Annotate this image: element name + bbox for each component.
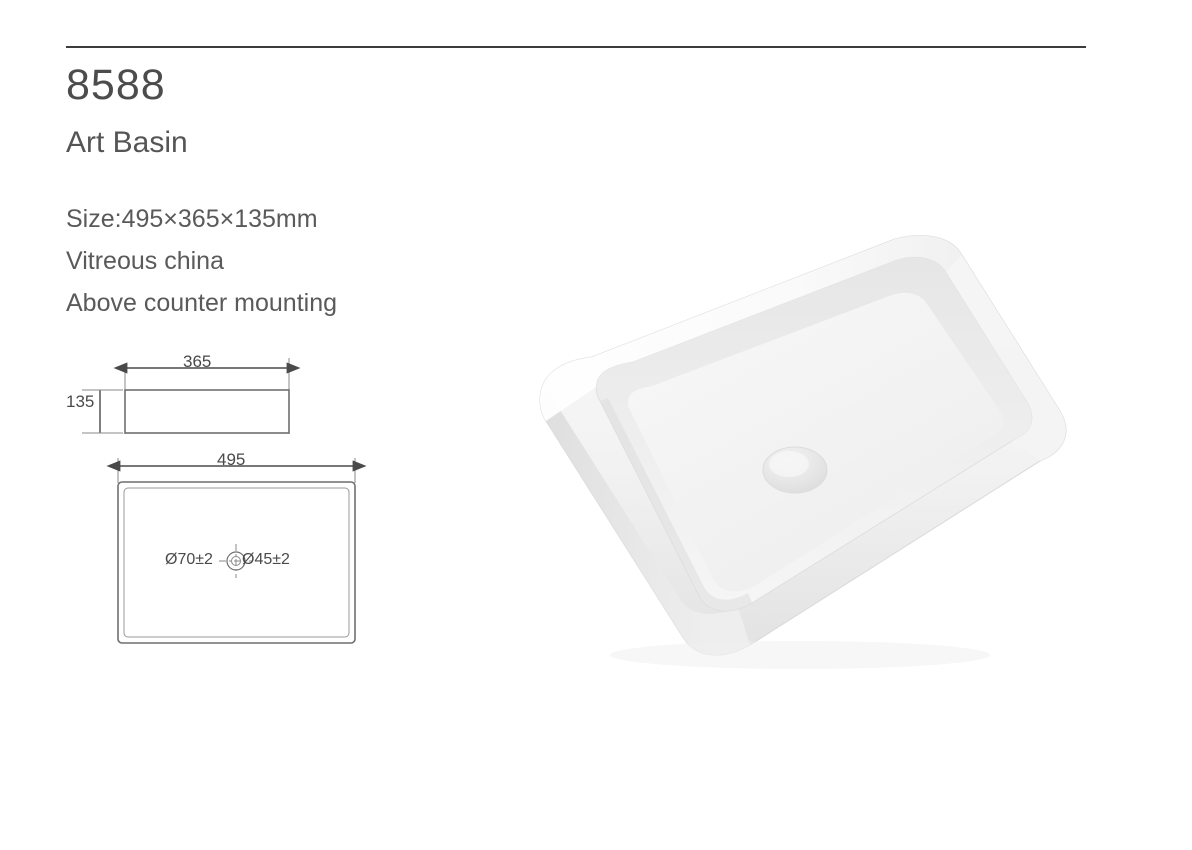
product-photo — [500, 215, 1100, 685]
spec-material: Vitreous china — [66, 247, 224, 275]
basin-illustration — [500, 215, 1100, 685]
spec-mounting: Above counter mounting — [66, 289, 338, 317]
header-divider — [66, 46, 1086, 48]
spec-size: Size:495×365×135mm — [66, 205, 318, 233]
technical-drawings — [60, 348, 480, 658]
top-view-width-label: 495 — [217, 450, 246, 469]
inner-hole-label: Ø45±2 — [242, 551, 290, 568]
top-view-drawing — [118, 458, 355, 643]
outer-hole-label: Ø70±2 — [165, 551, 213, 568]
page-title: 8588 — [66, 61, 166, 109]
side-view-height-label: 135 — [66, 392, 95, 411]
product-name: Art Basin — [66, 126, 188, 159]
side-view-width-label: 365 — [183, 352, 212, 371]
spec-list — [66, 198, 337, 324]
